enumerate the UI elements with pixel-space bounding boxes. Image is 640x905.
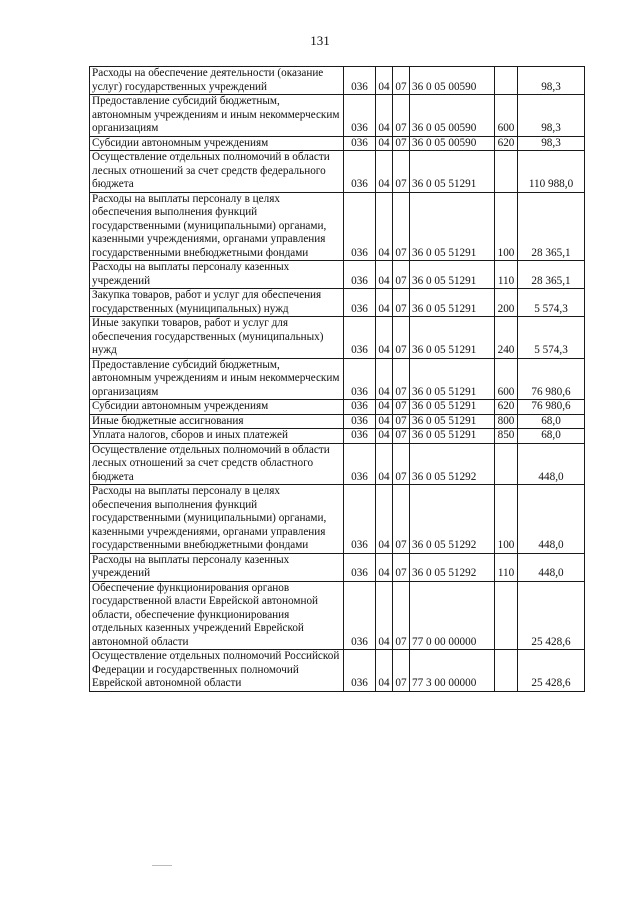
administrator-code-cell: 036 [344,443,376,485]
target-article-cell: 36 0 05 51291 [410,414,495,429]
expense-type-cell: 240 [495,317,518,359]
subsection-code-cell: 07 [393,650,410,692]
subsection-code-cell: 07 [393,136,410,151]
expense-type-cell [495,67,518,95]
section-code-cell: 04 [376,553,393,581]
table-row [90,192,585,261]
table-row [90,67,585,95]
expense-type-cell [495,443,518,485]
expense-name-cell: Осуществление отдельных полномочий в области лесных отношений за счет средств областного бюджета [90,443,344,485]
expense-name-cell: Иные закупки товаров, работ и услуг для обеспечения государственных (муниципальных) нужд [90,317,344,359]
expense-name-cell: Субсидии автономным учреждениям [90,400,344,415]
table-row [90,358,585,400]
expense-name-cell: Закупка товаров, работ и услуг для обеспечения государственных (муниципальных) нужд [90,289,344,317]
expense-type-cell [495,650,518,692]
target-article-cell: 36 0 05 51291 [410,400,495,415]
amount-cell: 98,3 [518,95,585,137]
administrator-code-cell: 036 [344,317,376,359]
target-article-cell: 36 0 05 00590 [410,67,495,95]
expense-name-cell: Уплата налогов, сборов и иных платежей [90,429,344,444]
section-code-cell: 04 [376,358,393,400]
administrator-code-cell: 036 [344,67,376,95]
subsection-code-cell: 07 [393,317,410,359]
expense-type-cell: 200 [495,289,518,317]
table-row [90,136,585,151]
subsection-code-cell: 07 [393,485,410,554]
target-article-cell: 36 0 05 51291 [410,289,495,317]
target-article-cell: 77 0 00 00000 [410,581,495,650]
subsection-code-cell: 07 [393,358,410,400]
amount-cell: 110 988,0 [518,151,585,193]
table-row [90,650,585,692]
subsection-code-cell: 07 [393,192,410,261]
expense-type-cell: 600 [495,95,518,137]
expense-name-cell: Иные бюджетные ассигнования [90,414,344,429]
table-row [90,429,585,444]
expense-type-cell: 110 [495,261,518,289]
section-code-cell: 04 [376,95,393,137]
subsection-code-cell: 07 [393,414,410,429]
table-row [90,443,585,485]
subsection-code-cell: 07 [393,429,410,444]
amount-cell: 25 428,6 [518,650,585,692]
expense-name-cell: Расходы на выплаты персоналу в целях обеспечения выполнения функций государственными (муниципальными) органами, казенными учреждениями, органами управления государственными внебюджетными фондами [90,485,344,554]
expense-type-cell [495,581,518,650]
administrator-code-cell: 036 [344,289,376,317]
amount-cell: 98,3 [518,136,585,151]
expense-type-cell: 620 [495,400,518,415]
administrator-code-cell: 036 [344,192,376,261]
expense-name-cell: Расходы на выплаты персоналу казенных учреждений [90,553,344,581]
table-row [90,317,585,359]
section-code-cell: 04 [376,581,393,650]
section-code-cell: 04 [376,485,393,554]
amount-cell: 76 980,6 [518,400,585,415]
administrator-code-cell: 036 [344,414,376,429]
section-code-cell: 04 [376,192,393,261]
amount-cell: 76 980,6 [518,358,585,400]
administrator-code-cell: 036 [344,581,376,650]
administrator-code-cell: 036 [344,429,376,444]
administrator-code-cell: 036 [344,261,376,289]
amount-cell: 25 428,6 [518,581,585,650]
amount-cell: 448,0 [518,553,585,581]
expense-name-cell: Расходы на обеспечение деятельности (оказание услуг) государственных учреждений [90,67,344,95]
target-article-cell: 36 0 05 51292 [410,553,495,581]
target-article-cell: 36 0 05 51291 [410,317,495,359]
table-row [90,289,585,317]
table-row [90,261,585,289]
administrator-code-cell: 036 [344,151,376,193]
amount-cell: 98,3 [518,67,585,95]
expense-type-cell: 850 [495,429,518,444]
section-code-cell: 04 [376,414,393,429]
section-code-cell: 04 [376,650,393,692]
expense-name-cell: Предоставление субсидий бюджетным, автономным учреждениям и иным некоммерческим организациям [90,358,344,400]
expense-type-cell: 600 [495,358,518,400]
expense-type-cell: 620 [495,136,518,151]
administrator-code-cell: 036 [344,650,376,692]
section-code-cell: 04 [376,317,393,359]
table-row [90,485,585,554]
target-article-cell: 36 0 05 51291 [410,151,495,193]
expense-name-cell: Обеспечение функционирования органов государственной власти Еврейской автономной области, обеспечение функционирования отдельных казенных учреждений Еврейской автономной области [90,581,344,650]
target-article-cell: 36 0 05 00590 [410,136,495,151]
expense-type-cell: 100 [495,192,518,261]
subsection-code-cell: 07 [393,95,410,137]
subsection-code-cell: 07 [393,261,410,289]
expense-type-cell: 800 [495,414,518,429]
expense-name-cell: Предоставление субсидий бюджетным, автономным учреждениям и иным некоммерческим организациям [90,95,344,137]
amount-cell: 68,0 [518,429,585,444]
target-article-cell: 36 0 05 51292 [410,485,495,554]
table-row [90,400,585,415]
page-footer-mark [152,865,172,866]
table-row [90,581,585,650]
target-article-cell: 77 3 00 00000 [410,650,495,692]
table-row [90,414,585,429]
budget-table-body [90,67,585,692]
administrator-code-cell: 036 [344,95,376,137]
administrator-code-cell: 036 [344,400,376,415]
section-code-cell: 04 [376,429,393,444]
subsection-code-cell: 07 [393,289,410,317]
section-code-cell: 04 [376,400,393,415]
subsection-code-cell: 07 [393,443,410,485]
subsection-code-cell: 07 [393,400,410,415]
administrator-code-cell: 036 [344,358,376,400]
section-code-cell: 04 [376,261,393,289]
amount-cell: 448,0 [518,443,585,485]
budget-table [89,66,585,692]
amount-cell: 5 574,3 [518,289,585,317]
section-code-cell: 04 [376,289,393,317]
amount-cell: 68,0 [518,414,585,429]
expense-type-cell [495,151,518,193]
amount-cell: 448,0 [518,485,585,554]
section-code-cell: 04 [376,151,393,193]
table-row [90,95,585,137]
expense-name-cell: Осуществление отдельных полномочий в области лесных отношений за счет средств федерального бюджета [90,151,344,193]
page-number: 131 [310,33,330,48]
target-article-cell: 36 0 05 00590 [410,95,495,137]
subsection-code-cell: 07 [393,151,410,193]
amount-cell: 28 365,1 [518,261,585,289]
target-article-cell: 36 0 05 51291 [410,429,495,444]
expense-type-cell: 100 [495,485,518,554]
administrator-code-cell: 036 [344,553,376,581]
expense-name-cell: Расходы на выплаты персоналу в целях обеспечения выполнения функций государственными (муниципальными) органами, казенными учреждениями, органами управления государственными внебюджетными фондами [90,192,344,261]
expense-name-cell: Субсидии автономным учреждениям [90,136,344,151]
target-article-cell: 36 0 05 51291 [410,358,495,400]
administrator-code-cell: 036 [344,136,376,151]
section-code-cell: 04 [376,443,393,485]
subsection-code-cell: 07 [393,67,410,95]
section-code-cell: 04 [376,67,393,95]
table-row [90,151,585,193]
section-code-cell: 04 [376,136,393,151]
amount-cell: 5 574,3 [518,317,585,359]
target-article-cell: 36 0 05 51291 [410,261,495,289]
amount-cell: 28 365,1 [518,192,585,261]
expense-name-cell: Осуществление отдельных полномочий Российской Федерации и государственных полномочий Еврейской автономной области [90,650,344,692]
subsection-code-cell: 07 [393,581,410,650]
expense-name-cell: Расходы на выплаты персоналу казенных учреждений [90,261,344,289]
target-article-cell: 36 0 05 51291 [410,192,495,261]
subsection-code-cell: 07 [393,553,410,581]
target-article-cell: 36 0 05 51292 [410,443,495,485]
table-row [90,553,585,581]
expense-type-cell: 110 [495,553,518,581]
administrator-code-cell: 036 [344,485,376,554]
